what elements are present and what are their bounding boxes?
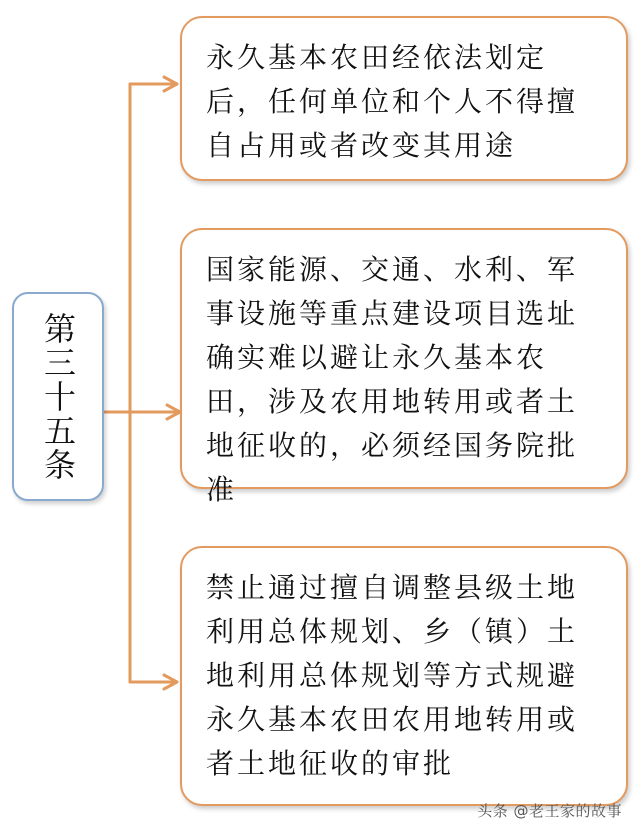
branch-node-2 <box>180 228 628 506</box>
root-label: 第三十五条 <box>39 311 77 482</box>
branch-text-2: 国家能源、交通、水利、军事设施等重点建设项目选址确实难以避让永久基本农田，涉及农用地转用或者土地征收的，必须经国务院批准 <box>206 253 579 506</box>
branch-text-3: 禁止通过擅自调整县级土地利用总体规划、乡（镇）土地利用总体规划等方式规避永久基本农田农用地转用或者土地征收的审批 <box>206 571 579 780</box>
root-node <box>12 292 104 501</box>
watermark: 头条 @老王家的故事 <box>477 802 622 820</box>
branch-node-3 <box>180 546 628 806</box>
branch-node-1 <box>180 16 628 181</box>
branch-text-1: 永久基本农田经依法划定后，任何单位和个人不得擅自占用或者改变其用途 <box>206 41 579 162</box>
